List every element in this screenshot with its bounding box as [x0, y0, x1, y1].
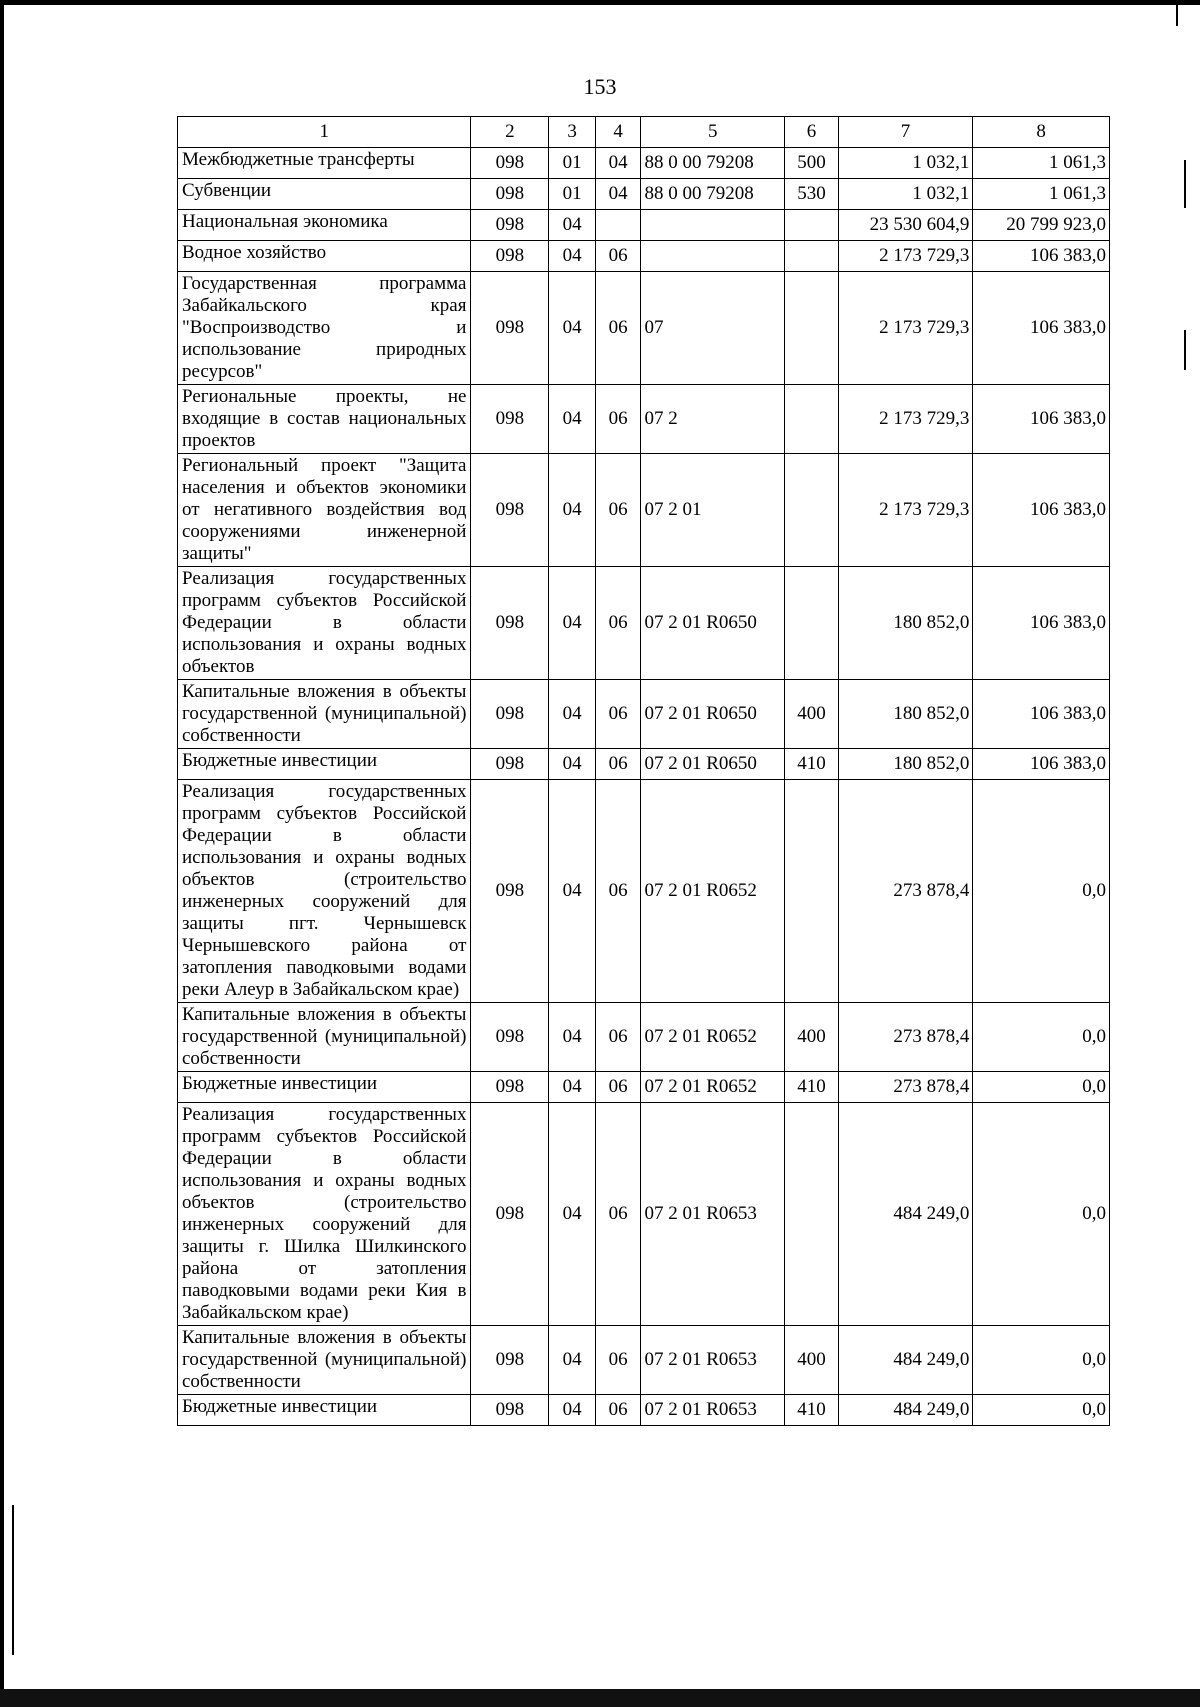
subsection-code-cell: 04	[595, 148, 641, 179]
amount-year2-cell: 106 383,0	[973, 680, 1110, 749]
page-number: 153	[583, 74, 617, 99]
ministry-code-cell: 098	[471, 179, 549, 210]
subsection-code-cell: 06	[595, 1103, 641, 1326]
subsection-code-cell: 06	[595, 272, 641, 385]
amount-year1-cell: 23 530 604,9	[838, 210, 973, 241]
amount-year1-cell: 273 878,4	[838, 780, 973, 1003]
expense-type-cell	[785, 272, 839, 385]
amount-year1-cell: 484 249,0	[838, 1103, 973, 1326]
table-row	[178, 1395, 1110, 1426]
row-name-cell: Водное хозяйство	[178, 241, 471, 272]
ministry-code-cell: 098	[471, 385, 549, 454]
amount-year1-cell: 1 032,1	[838, 148, 973, 179]
amount-year2-cell: 0,0	[973, 780, 1110, 1003]
expense-type-cell: 410	[785, 1395, 839, 1426]
amount-year2-cell: 0,0	[973, 1003, 1110, 1072]
scan-edge-mark	[12, 1505, 14, 1655]
column-header: 8	[973, 117, 1110, 148]
ministry-code-cell: 098	[471, 148, 549, 179]
ministry-code-cell: 098	[471, 1003, 549, 1072]
row-name-cell: Реализация государственных программ субъектов Российской Федерации в области использования и охраны водных объектов (строительство инженерных сооружений для защиты пгт. Чернышевск Чернышевского района от затопления паводковыми водами реки Алеур в Забайкальском крае)	[178, 780, 471, 1003]
target-article-cell: 07 2 01 R0650	[641, 567, 785, 680]
table-row	[178, 210, 1110, 241]
row-name-cell: Капитальные вложения в объекты государственной (муниципальной) собственности	[178, 1326, 471, 1395]
ministry-code-cell: 098	[471, 567, 549, 680]
ministry-code-cell: 098	[471, 1326, 549, 1395]
row-name-cell: Капитальные вложения в объекты государственной (муниципальной) собственности	[178, 1003, 471, 1072]
target-article-cell: 07 2 01 R0650	[641, 680, 785, 749]
ministry-code-cell: 098	[471, 749, 549, 780]
row-name-cell: Региональные проекты, не входящие в состав национальных проектов	[178, 385, 471, 454]
expense-type-cell: 500	[785, 148, 839, 179]
table-row	[178, 567, 1110, 680]
row-name-cell: Региональный проект "Защита населения и объектов экономики от негативного воздействия вод сооружениями инженерной защиты"	[178, 454, 471, 567]
subsection-code-cell: 06	[595, 680, 641, 749]
scan-edge-mark	[1176, 4, 1178, 26]
amount-year1-cell: 1 032,1	[838, 179, 973, 210]
table-row	[178, 272, 1110, 385]
section-code-cell: 04	[549, 1326, 596, 1395]
amount-year2-cell: 0,0	[973, 1326, 1110, 1395]
scan-border-top	[0, 0, 1200, 5]
ministry-code-cell: 098	[471, 241, 549, 272]
table-row	[178, 1326, 1110, 1395]
amount-year2-cell: 106 383,0	[973, 385, 1110, 454]
target-article-cell: 07 2 01	[641, 454, 785, 567]
expense-type-cell: 410	[785, 749, 839, 780]
amount-year1-cell: 180 852,0	[838, 567, 973, 680]
column-header: 4	[595, 117, 641, 148]
expense-type-cell	[785, 385, 839, 454]
table-row	[178, 241, 1110, 272]
target-article-cell: 88 0 00 79208	[641, 179, 785, 210]
row-name-cell: Межбюджетные трансферты	[178, 148, 471, 179]
amount-year1-cell: 273 878,4	[838, 1072, 973, 1103]
subsection-code-cell: 06	[595, 1326, 641, 1395]
row-name-cell: Бюджетные инвестиции	[178, 1395, 471, 1426]
scan-border-bottom	[0, 1689, 1200, 1707]
scan-edge-mark	[1184, 160, 1186, 208]
column-header: 6	[785, 117, 839, 148]
row-name-cell: Капитальные вложения в объекты государственной (муниципальной) собственности	[178, 680, 471, 749]
budget-table	[177, 116, 1110, 1426]
expense-type-cell: 410	[785, 1072, 839, 1103]
subsection-code-cell: 06	[595, 567, 641, 680]
table-row	[178, 1103, 1110, 1326]
subsection-code-cell: 04	[595, 179, 641, 210]
table-row	[178, 148, 1110, 179]
row-name-cell: Бюджетные инвестиции	[178, 749, 471, 780]
subsection-code-cell: 06	[595, 241, 641, 272]
section-code-cell: 04	[549, 780, 596, 1003]
amount-year1-cell: 273 878,4	[838, 1003, 973, 1072]
table-row	[178, 385, 1110, 454]
row-name-cell: Национальная экономика	[178, 210, 471, 241]
subsection-code-cell: 06	[595, 780, 641, 1003]
target-article-cell	[641, 210, 785, 241]
row-name-cell: Субвенции	[178, 179, 471, 210]
subsection-code-cell: 06	[595, 1003, 641, 1072]
amount-year1-cell: 484 249,0	[838, 1326, 973, 1395]
section-code-cell: 04	[549, 385, 596, 454]
target-article-cell: 07 2 01 R0652	[641, 780, 785, 1003]
amount-year2-cell: 106 383,0	[973, 272, 1110, 385]
expense-type-cell: 400	[785, 680, 839, 749]
expense-type-cell	[785, 210, 839, 241]
ministry-code-cell: 098	[471, 780, 549, 1003]
section-code-cell: 04	[549, 1072, 596, 1103]
amount-year1-cell: 2 173 729,3	[838, 241, 973, 272]
scan-edge-mark	[1184, 330, 1186, 370]
amount-year1-cell: 2 173 729,3	[838, 454, 973, 567]
amount-year2-cell: 0,0	[973, 1395, 1110, 1426]
subsection-code-cell	[595, 210, 641, 241]
column-header: 3	[549, 117, 596, 148]
amount-year1-cell: 180 852,0	[838, 680, 973, 749]
section-code-cell: 04	[549, 1003, 596, 1072]
expense-type-cell	[785, 454, 839, 567]
row-name-cell: Государственная программа Забайкальского края "Воспроизводство и использование природных ресурсов"	[178, 272, 471, 385]
amount-year2-cell: 1 061,3	[973, 148, 1110, 179]
ministry-code-cell: 098	[471, 272, 549, 385]
target-article-cell	[641, 241, 785, 272]
amount-year2-cell: 0,0	[973, 1072, 1110, 1103]
amount-year2-cell: 0,0	[973, 1103, 1110, 1326]
subsection-code-cell: 06	[595, 749, 641, 780]
ministry-code-cell: 098	[471, 1395, 549, 1426]
expense-type-cell: 400	[785, 1326, 839, 1395]
table-row	[178, 1003, 1110, 1072]
amount-year2-cell: 1 061,3	[973, 179, 1110, 210]
table-row	[178, 454, 1110, 567]
amount-year1-cell: 180 852,0	[838, 749, 973, 780]
expense-type-cell	[785, 241, 839, 272]
target-article-cell: 07 2 01 R0653	[641, 1103, 785, 1326]
target-article-cell: 07 2 01 R0650	[641, 749, 785, 780]
amount-year2-cell: 20 799 923,0	[973, 210, 1110, 241]
section-code-cell: 04	[549, 680, 596, 749]
amount-year1-cell: 2 173 729,3	[838, 272, 973, 385]
table-body	[178, 148, 1110, 1426]
column-header: 1	[178, 117, 471, 148]
table-row	[178, 780, 1110, 1003]
row-name-cell: Реализация государственных программ субъектов Российской Федерации в области использования и охраны водных объектов	[178, 567, 471, 680]
target-article-cell: 07 2	[641, 385, 785, 454]
target-article-cell: 07 2 01 R0652	[641, 1003, 785, 1072]
row-name-cell: Реализация государственных программ субъектов Российской Федерации в области использования и охраны водных объектов (строительство инженерных сооружений для защиты г. Шилка Шилкинского района от затопления паводковыми водами реки Кия в Забайкальском крае)	[178, 1103, 471, 1326]
expense-type-cell: 400	[785, 1003, 839, 1072]
amount-year2-cell: 106 383,0	[973, 567, 1110, 680]
subsection-code-cell: 06	[595, 1072, 641, 1103]
expense-type-cell	[785, 1103, 839, 1326]
row-name-cell: Бюджетные инвестиции	[178, 1072, 471, 1103]
target-article-cell: 07 2 01 R0653	[641, 1326, 785, 1395]
table-row	[178, 1072, 1110, 1103]
column-header: 5	[641, 117, 785, 148]
amount-year1-cell: 2 173 729,3	[838, 385, 973, 454]
subsection-code-cell: 06	[595, 1395, 641, 1426]
section-code-cell: 04	[549, 454, 596, 567]
column-header: 7	[838, 117, 973, 148]
amount-year2-cell: 106 383,0	[973, 454, 1110, 567]
amount-year2-cell: 106 383,0	[973, 749, 1110, 780]
section-code-cell: 04	[549, 241, 596, 272]
table-row	[178, 749, 1110, 780]
table-row	[178, 179, 1110, 210]
target-article-cell: 07 2 01 R0653	[641, 1395, 785, 1426]
expense-type-cell: 530	[785, 179, 839, 210]
column-header: 2	[471, 117, 549, 148]
ministry-code-cell: 098	[471, 1103, 549, 1326]
target-article-cell: 88 0 00 79208	[641, 148, 785, 179]
section-code-cell: 01	[549, 179, 596, 210]
section-code-cell: 04	[549, 749, 596, 780]
expense-type-cell	[785, 780, 839, 1003]
expense-type-cell	[785, 567, 839, 680]
target-article-cell: 07 2 01 R0652	[641, 1072, 785, 1103]
ministry-code-cell: 098	[471, 454, 549, 567]
section-code-cell: 04	[549, 272, 596, 385]
section-code-cell: 01	[549, 148, 596, 179]
ministry-code-cell: 098	[471, 210, 549, 241]
amount-year1-cell: 484 249,0	[838, 1395, 973, 1426]
amount-year2-cell: 106 383,0	[973, 241, 1110, 272]
section-code-cell: 04	[549, 1103, 596, 1326]
scan-border-left	[0, 0, 4, 1707]
subsection-code-cell: 06	[595, 454, 641, 567]
section-code-cell: 04	[549, 567, 596, 680]
subsection-code-cell: 06	[595, 385, 641, 454]
table-row	[178, 680, 1110, 749]
section-code-cell: 04	[549, 1395, 596, 1426]
target-article-cell: 07	[641, 272, 785, 385]
header-row	[178, 117, 1110, 148]
ministry-code-cell: 098	[471, 1072, 549, 1103]
ministry-code-cell: 098	[471, 680, 549, 749]
section-code-cell: 04	[549, 210, 596, 241]
